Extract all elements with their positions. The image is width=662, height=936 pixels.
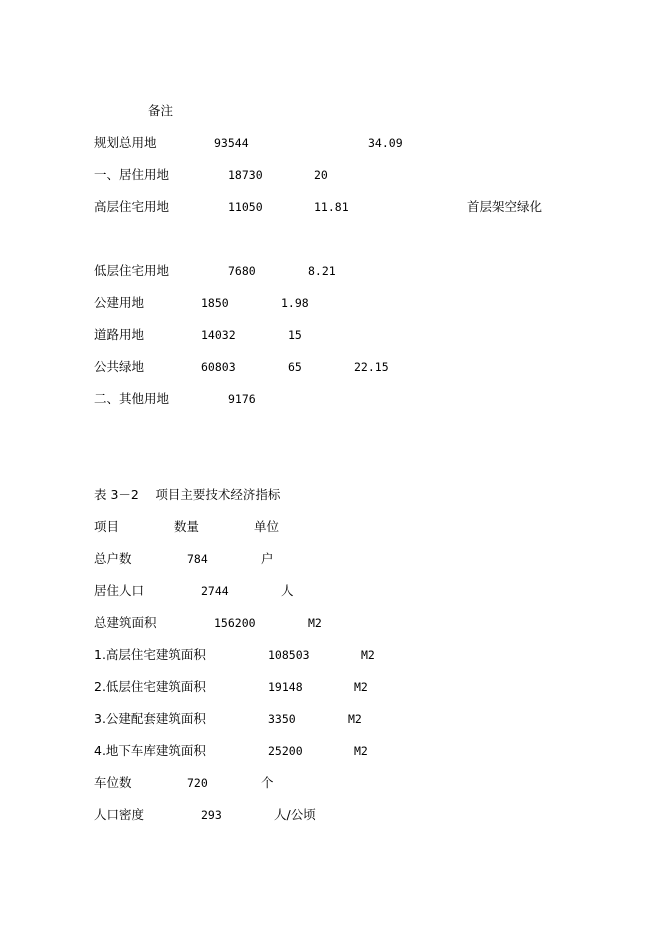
indicator-unit: M2: [308, 616, 322, 630]
land-use-row: [0, 198, 662, 216]
land-use-row: [0, 166, 662, 184]
land-use-name: 高层住宅用地: [94, 199, 170, 214]
indicator-item: 人口密度: [94, 807, 145, 822]
indicators-title-row: [0, 486, 662, 504]
land-use-header-row: [0, 102, 662, 120]
note-column-header: 备注: [148, 103, 174, 118]
indicator-item: 车位数: [94, 775, 132, 790]
indicator-item: 居住人口: [94, 583, 145, 598]
indicator-quantity: 3350: [268, 712, 296, 726]
land-use-row: [0, 326, 662, 344]
indicator-item: 4.地下车库建筑面积: [94, 743, 206, 758]
land-use-percent: 15: [288, 328, 302, 342]
indicator-row: [0, 582, 662, 600]
land-use-percent: 65: [288, 360, 302, 374]
indicator-quantity: 2744: [201, 584, 229, 598]
indicator-unit: M2: [354, 680, 368, 694]
indicator-row: [0, 710, 662, 728]
indicator-unit: 户: [261, 551, 274, 566]
land-use-area: 7680: [228, 264, 256, 278]
land-use-name: 低层住宅用地: [94, 263, 170, 278]
indicator-item: 总户数: [94, 551, 132, 566]
table-title: 表 3－2 项目主要技术经济指标: [94, 487, 281, 502]
land-use-name: 规划总用地: [94, 135, 157, 150]
land-use-name: 公建用地: [94, 295, 145, 310]
indicator-unit: M2: [354, 744, 368, 758]
land-use-percent: 1.98: [281, 296, 309, 310]
indicator-item: 1.高层住宅建筑面积: [94, 647, 206, 662]
indicators-header-row: [0, 518, 662, 536]
land-use-area: 18730: [228, 168, 263, 182]
land-use-row: [0, 358, 662, 376]
land-use-area: 93544: [214, 136, 249, 150]
indicator-unit: M2: [361, 648, 375, 662]
land-use-name: 道路用地: [94, 327, 145, 342]
indicator-item: 2.低层住宅建筑面积: [94, 679, 206, 694]
indicator-row: [0, 550, 662, 568]
land-use-area: 1850: [201, 296, 229, 310]
indicator-row: [0, 774, 662, 792]
indicator-unit: M2: [348, 712, 362, 726]
land-use-note: 首层架空绿化: [467, 199, 543, 214]
indicator-row: [0, 646, 662, 664]
indicator-row: [0, 614, 662, 632]
indicator-quantity: 784: [187, 552, 208, 566]
indicator-item: 3.公建配套建筑面积: [94, 711, 206, 726]
land-use-name: 公共绿地: [94, 359, 145, 374]
unit-column-header: 单位: [254, 519, 280, 534]
land-use-area: 9176: [228, 392, 256, 406]
indicator-unit: 个: [261, 775, 274, 790]
indicator-quantity: 720: [187, 776, 208, 790]
indicator-quantity: 25200: [268, 744, 303, 758]
indicator-quantity: 108503: [268, 648, 310, 662]
item-column-header: 项目: [94, 519, 120, 534]
land-use-percent: 8.21: [308, 264, 336, 278]
land-use-row: [0, 262, 662, 280]
land-use-row: [0, 294, 662, 312]
indicator-row: [0, 742, 662, 760]
indicator-unit: 人/公顷: [274, 807, 316, 822]
indicator-item: 总建筑面积: [94, 615, 157, 630]
land-use-area: 11050: [228, 200, 263, 214]
land-use-per-capita: 34.09: [368, 136, 403, 150]
indicator-unit: 人: [281, 583, 294, 598]
indicator-quantity: 293: [201, 808, 222, 822]
land-use-percent: 20: [314, 168, 328, 182]
indicator-quantity: 19148: [268, 680, 303, 694]
indicator-quantity: 156200: [214, 616, 256, 630]
land-use-per-capita: 22.15: [354, 360, 389, 374]
land-use-row: [0, 134, 662, 152]
land-use-name: 二、其他用地: [94, 391, 170, 406]
indicator-row: [0, 678, 662, 696]
land-use-area: 60803: [201, 360, 236, 374]
land-use-name: 一、居住用地: [94, 167, 170, 182]
quantity-column-header: 数量: [174, 519, 200, 534]
land-use-row: [0, 390, 662, 408]
land-use-area: 14032: [201, 328, 236, 342]
indicator-row: [0, 806, 662, 824]
land-use-percent: 11.81: [314, 200, 349, 214]
